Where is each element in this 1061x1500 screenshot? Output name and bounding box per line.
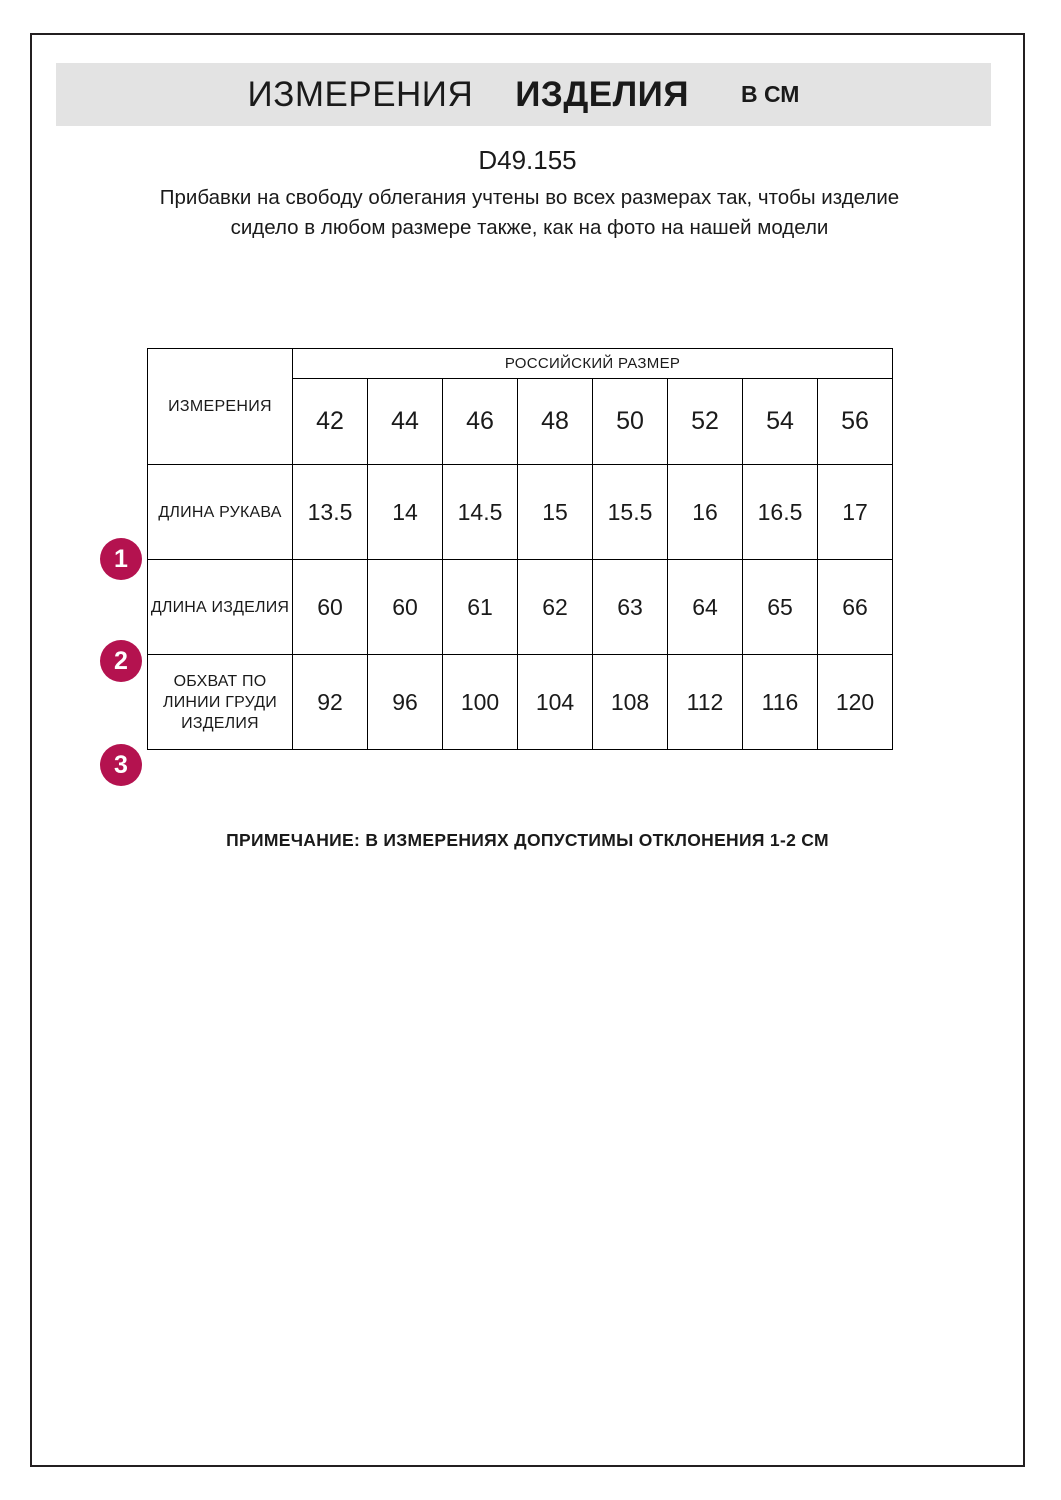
value-cell: 66	[818, 560, 893, 655]
article-code: D49.155	[478, 145, 577, 175]
row-marker-2: 2	[100, 640, 142, 682]
value-cell: 104	[518, 655, 593, 750]
value-cell: 16	[668, 465, 743, 560]
size-cell: 50	[593, 379, 668, 465]
value-cell: 116	[743, 655, 818, 750]
header-units: В СМ	[740, 81, 800, 107]
value-cell: 100	[443, 655, 518, 750]
row-label-chest-girth: ОБХВАТ ПО ЛИНИИ ГРУДИ ИЗДЕЛИЯ	[148, 655, 293, 750]
table-row-size-group	[148, 349, 893, 379]
measurements-table	[147, 348, 893, 750]
header-title-measurements: ИЗМЕРЕНИЯ	[247, 74, 474, 114]
measurements-table-wrapper	[147, 348, 892, 750]
value-cell: 17	[818, 465, 893, 560]
value-cell: 60	[293, 560, 368, 655]
size-cell: 46	[443, 379, 518, 465]
size-cell: 54	[743, 379, 818, 465]
table-row	[148, 655, 893, 750]
table-row	[148, 560, 893, 655]
description-text: Прибавки на свободу облегания учтены во всех размерах так, чтобы изделие сидело в любом размере также, как на фото на нашей модели	[159, 186, 900, 239]
value-cell: 60	[368, 560, 443, 655]
header-measurements: ИЗМЕРЕНИЯ	[148, 349, 293, 465]
value-cell: 62	[518, 560, 593, 655]
document-header-band	[56, 63, 991, 126]
value-cell: 15.5	[593, 465, 668, 560]
value-cell: 96	[368, 655, 443, 750]
value-cell: 15	[518, 465, 593, 560]
value-cell: 120	[818, 655, 893, 750]
note-text: ПРИМЕЧАНИЕ: В ИЗМЕРЕНИЯХ ДОПУСТИМЫ ОТКЛОНЕНИЯ 1-2 СМ	[226, 830, 829, 850]
size-cell: 52	[668, 379, 743, 465]
value-cell: 13.5	[293, 465, 368, 560]
value-cell: 63	[593, 560, 668, 655]
value-cell: 108	[593, 655, 668, 750]
document-page	[30, 33, 1025, 1467]
header-russian-size: РОССИЙСКИЙ РАЗМЕР	[293, 349, 893, 379]
value-cell: 112	[668, 655, 743, 750]
value-cell: 65	[743, 560, 818, 655]
value-cell: 16.5	[743, 465, 818, 560]
size-cell: 56	[818, 379, 893, 465]
row-marker-3: 3	[100, 744, 142, 786]
value-cell: 61	[443, 560, 518, 655]
value-cell: 14	[368, 465, 443, 560]
table-row	[148, 465, 893, 560]
row-marker-1: 1	[100, 538, 142, 580]
size-cell: 42	[293, 379, 368, 465]
value-cell: 92	[293, 655, 368, 750]
size-cell: 48	[518, 379, 593, 465]
header-title-product: ИЗДЕЛИЯ	[515, 74, 689, 114]
row-label-product-length: ДЛИНА ИЗДЕЛИЯ	[148, 560, 293, 655]
value-cell: 64	[668, 560, 743, 655]
size-cell: 44	[368, 379, 443, 465]
row-label-sleeve-length: ДЛИНА РУКАВА	[148, 465, 293, 560]
value-cell: 14.5	[443, 465, 518, 560]
